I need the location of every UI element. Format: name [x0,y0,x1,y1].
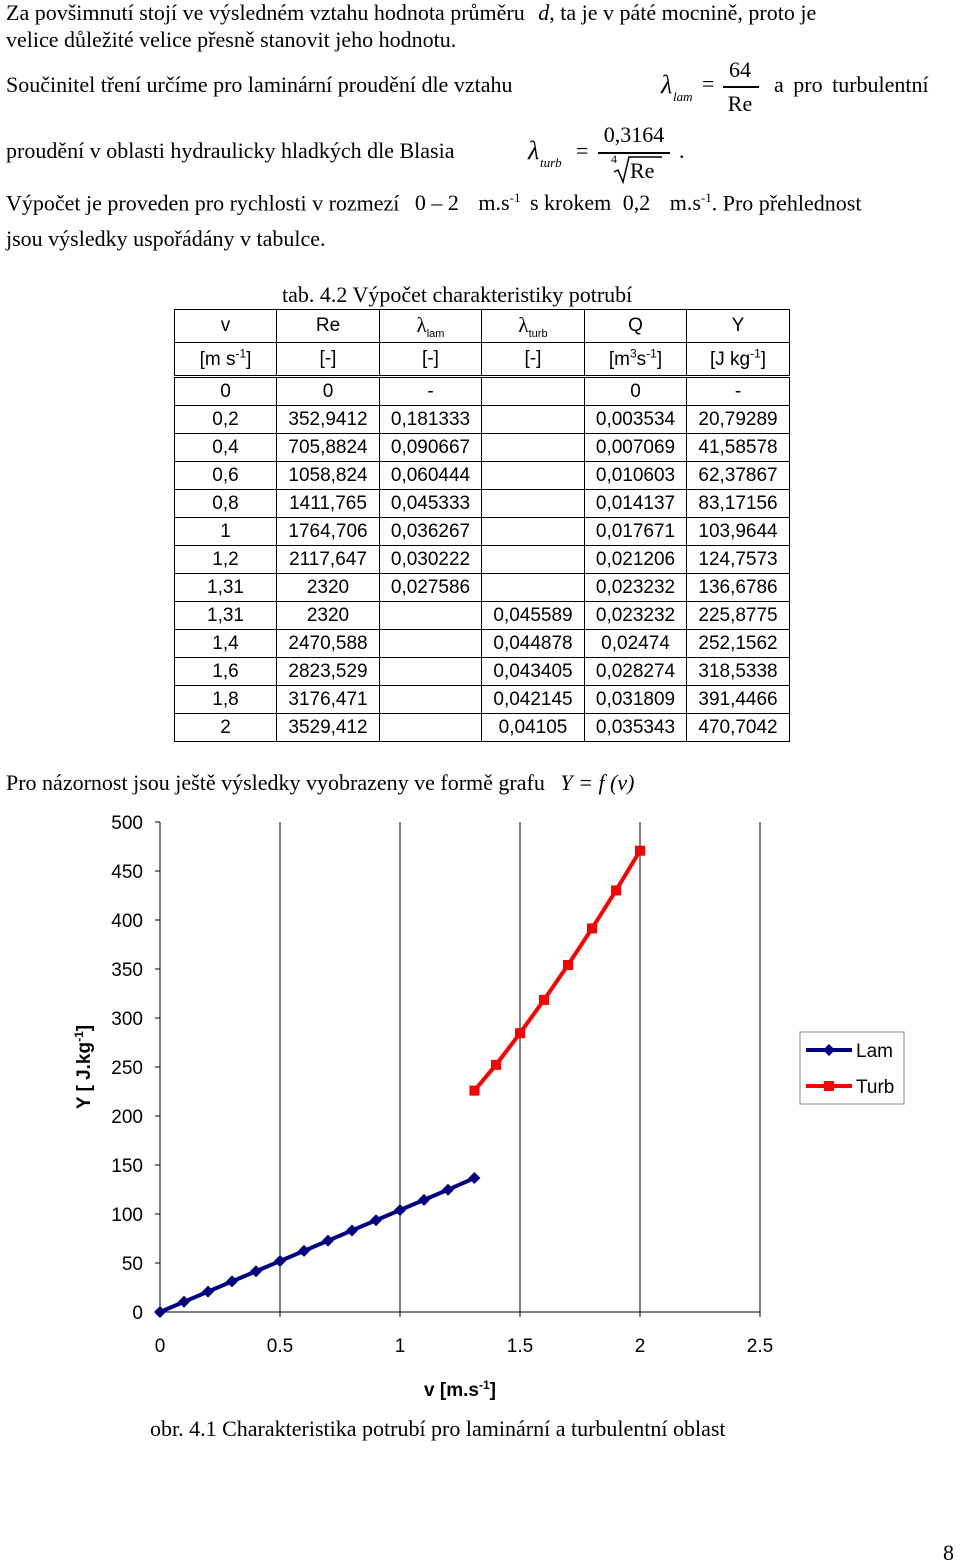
table-cell [482,546,585,574]
table-cell: 3529,412 [277,714,380,742]
lam-point [226,1275,238,1287]
table-cell: 3176,471 [277,686,380,714]
table-cell: 83,17156 [687,490,790,518]
table-cell: 2 [175,714,277,742]
table-cell: 0,2 [175,406,277,434]
y-tick-label: 300 [111,1009,143,1030]
table-cell: 62,37867 [687,462,790,490]
table-cell: 0 [585,377,687,406]
table-cell: 0,003534 [585,406,687,434]
unit-y: [J $kg^{-1}$] [687,343,790,377]
y-tick-label: 400 [111,911,143,932]
equals-sign: = [702,71,715,96]
y-tick-label: 350 [111,960,143,981]
intro-line-2: velice důležité velice přesně stanovit jeho hodnotu. [6,27,457,52]
table-cell [380,714,482,742]
table-cell: 1764,706 [277,518,380,546]
table-cell [482,434,585,462]
turb-point [563,960,573,970]
lam-point [468,1172,480,1184]
lam-point [154,1306,166,1318]
lam-point [418,1194,430,1206]
lambda-lam-subscript: lam [673,89,693,104]
table-cell: 318,5338 [687,658,790,686]
unit-lambda-lam: [-] [380,343,482,377]
y-tick-label: 250 [111,1058,143,1079]
lam-numerator: 64 [729,57,751,82]
table-row [175,462,790,490]
x-tick-label: 2 [634,1336,646,1357]
table-cell: 20,79289 [687,406,790,434]
table-row [175,714,790,742]
unit-v: [m $s^{-1}$] [175,343,277,377]
table-cell [380,658,482,686]
table-cell: 0,4 [175,434,277,462]
legend-label-turb: Turb [856,1077,895,1098]
turb-point [539,995,549,1005]
table-cell: 705,8824 [277,434,380,462]
table-cell: 1,6 [175,658,277,686]
y-tick-label: 0 [132,1303,143,1324]
table-cell: 0,014137 [585,490,687,518]
table-cell: 0,045589 [482,602,585,630]
table-cell: 0,010603 [585,462,687,490]
turb-denominator: Re [630,158,655,183]
y-axis-label: Y [ $J.kg^{-1}$] [72,1024,95,1110]
table-cell [482,377,585,406]
unit-lambda-turb: [-] [482,343,585,377]
unit-re: [-] [277,343,380,377]
turb-dot: . [679,138,685,163]
results-table [174,309,790,742]
lam-point [250,1265,262,1277]
table-cell: 1,31 [175,574,277,602]
table-header-row [175,310,790,343]
table-cell: 0,043405 [482,658,585,686]
table-cell: 1058,824 [277,462,380,490]
header-q: Q [585,310,687,343]
x-tick-label: 1 [394,1336,406,1357]
lam-point [322,1235,334,1247]
equals-sign-turb: = [576,138,589,163]
header-lambda-lam: $\lambda_{lam}$ [380,310,482,343]
x-tick-label: 1.5 [506,1336,534,1357]
lam-point [178,1296,190,1308]
table-cell: 1411,765 [277,490,380,518]
legend-label-lam: Lam [856,1041,893,1062]
table-row [175,490,790,518]
intro-line-1: Za povšimnutí stojí ve výsledném vztahu hodnota průměru d, ta je v páté mocnině, proto je [6,0,817,25]
characteristic-chart [0,800,960,1420]
table-cell: 0,8 [175,490,277,518]
header-re: Re [277,310,380,343]
lambda-symbol-turb: λ [528,136,540,165]
y-tick-label: 100 [111,1205,143,1226]
table-cell: 470,7042 [687,714,790,742]
y-tick-label: 200 [111,1107,143,1128]
table-cell: 391,4466 [687,686,790,714]
lam-point [346,1224,358,1236]
table-cell: 1,31 [175,602,277,630]
turb-fraction-bar [598,152,670,154]
table-cell: 0,04105 [482,714,585,742]
table-cell: 1,2 [175,546,277,574]
table-cell: 0,017671 [585,518,687,546]
table-cell: 0,028274 [585,658,687,686]
table-cell: 1,8 [175,686,277,714]
table-row [175,602,790,630]
table-cell [482,406,585,434]
turb-point [587,923,597,933]
header-y: Y [687,310,790,343]
table-cell: 2823,529 [277,658,380,686]
table-cell: 0,02474 [585,630,687,658]
x-tick-label: 2.5 [746,1336,774,1357]
lam-point [394,1204,406,1216]
table-row [175,630,790,658]
turb-point [491,1060,501,1070]
lambda-symbol: λ [661,70,673,99]
table-cell [380,630,482,658]
table-cell: 252,1562 [687,630,790,658]
figure-caption: obr. 4.1 Charakteristika potrubí pro laminární a turbulentní oblast [150,1416,726,1441]
table-cell: 0,031809 [585,686,687,714]
y-tick-label: 150 [111,1156,143,1177]
table-cell: 2117,647 [277,546,380,574]
table-row [175,406,790,434]
x-tick-label: 0.5 [266,1336,294,1357]
lam-fraction-bar [723,86,759,88]
table-cell [380,602,482,630]
table-row [175,518,790,546]
table-cell: 0,023232 [585,602,687,630]
table-cell: 1,4 [175,630,277,658]
table-cell: 0,021206 [585,546,687,574]
friction-line-1-text: Součinitel tření určíme pro laminární proudění dle vztahu [6,72,513,97]
table-cell: 0,090667 [380,434,482,462]
table-cell: 0,181333 [380,406,482,434]
table-cell: 0,045333 [380,490,482,518]
table-cell: 2320 [277,602,380,630]
friction-line-1-end: a pro turbulentní [774,72,929,97]
table-cell: 0,023232 [585,574,687,602]
y-tick-label: 500 [111,813,143,834]
table-cell: - [687,377,790,406]
table-cell: 0,044878 [482,630,585,658]
lam-point [370,1214,382,1226]
y-tick-label: 50 [121,1254,143,1275]
table-row [175,546,790,574]
table-cell: 1 [175,518,277,546]
table-cell: 2320 [277,574,380,602]
table-cell: 136,6786 [687,574,790,602]
turb-point [515,1028,525,1038]
header-lambda-turb: $\lambda_{turb}$ [482,310,585,343]
turb-point [611,885,621,895]
x-axis-label: v $[m.s^{-1}]$ [424,1378,496,1401]
lam-point [442,1184,454,1196]
table-cell: 0,6 [175,462,277,490]
turb-numerator: 0,3164 [603,122,665,147]
table-row [175,377,790,406]
table-cell [482,518,585,546]
table-cell: 0,042145 [482,686,585,714]
table-cell: - [380,377,482,406]
table-cell: 0,036267 [380,518,482,546]
table-row [175,434,790,462]
page-number: 8 [943,1540,954,1565]
root-index: 4 [611,152,617,166]
table-row [175,658,790,686]
table-cell [482,462,585,490]
turb-point [469,1086,479,1096]
graph-intro: Pro názornost jsou ještě výsledky vyobrazeny ve formě grafu Y = f (v) [6,770,635,795]
table-cell [380,686,482,714]
table-cell [482,574,585,602]
lambda-turb-subscript: turb [540,155,562,170]
table-cell: 352,9412 [277,406,380,434]
table-cell: 225,8775 [687,602,790,630]
unit-q: $[m^3s^{-1}]$ [585,343,687,377]
lam-point [298,1245,310,1257]
table-cell: 103,9644 [687,518,790,546]
range-line-1: Výpočet je proveden pro rychlosti v rozmezí 0 – 2 $m.s^{-1}$ s krokem 0,2 $m.s^{-1}$. Pro přehlednost [6,190,862,216]
legend-marker-turb [824,1081,834,1091]
friction-line-2-text: proudění v oblasti hydraulicky hladkých dle Blasia [6,138,455,163]
table-cell: 0 [175,377,277,406]
lam-point [274,1255,286,1267]
table-cell: 0,027586 [380,574,482,602]
table-units-row [175,343,790,377]
table-cell: 124,7573 [687,546,790,574]
x-tick-label: 0 [154,1336,166,1357]
table-cell [482,490,585,518]
table-row [175,686,790,714]
table-cell: 0,030222 [380,546,482,574]
table-cell: 0 [277,377,380,406]
table-cell: 41,58578 [687,434,790,462]
turb-point [635,846,645,856]
range-line-2: jsou výsledky uspořádány v tabulce. [6,226,326,251]
table-caption: tab. 4.2 Výpočet charakteristiky potrubí [282,282,633,307]
table-cell: 0,035343 [585,714,687,742]
y-tick-label: 450 [111,862,143,883]
table-cell: 0,060444 [380,462,482,490]
lam-point [202,1286,214,1298]
table-cell: 2470,588 [277,630,380,658]
header-v: v [175,310,277,343]
lam-denominator: Re [727,91,753,116]
table-cell: 0,007069 [585,434,687,462]
table-row [175,574,790,602]
